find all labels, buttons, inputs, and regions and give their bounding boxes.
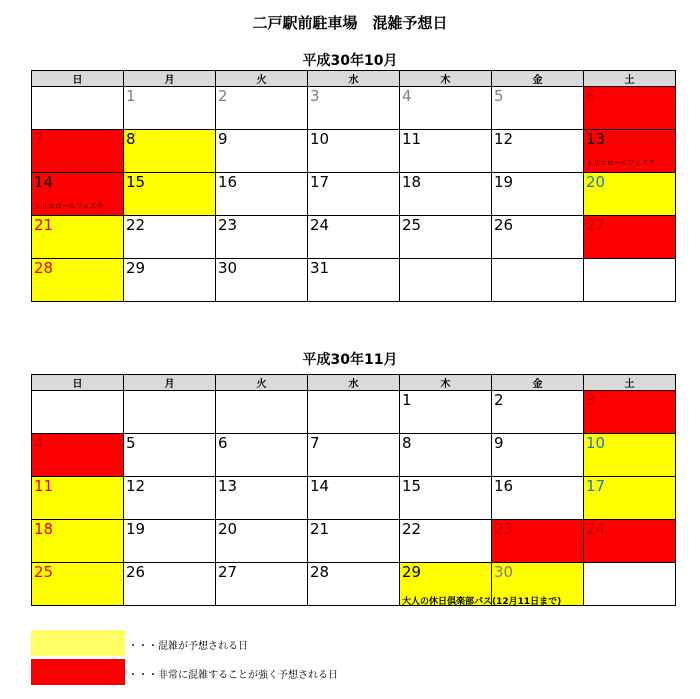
day-number: 5 [494, 87, 504, 105]
day-cell [584, 520, 676, 563]
day-cell [492, 434, 584, 477]
day-cell [124, 216, 216, 259]
day-cell [124, 434, 216, 477]
day-cell [216, 434, 308, 477]
day-number: 18 [402, 173, 422, 191]
day-number: 30 [494, 563, 514, 581]
day-number: 10 [310, 130, 330, 148]
day-cell [400, 87, 492, 130]
day-cell [32, 216, 124, 259]
day-cell [32, 130, 124, 173]
day-cell [400, 391, 492, 434]
day-cell [584, 216, 676, 259]
day-number: 1 [402, 391, 412, 409]
day-number: 1 [126, 87, 136, 105]
day-number: 23 [218, 216, 238, 234]
day-number: 7 [34, 130, 44, 148]
day-cell [32, 259, 124, 302]
day-number: 27 [586, 216, 606, 234]
day-cell [584, 173, 676, 216]
day-cell [308, 87, 400, 130]
day-cell [584, 391, 676, 434]
day-number: 15 [402, 477, 422, 495]
november-calendar [31, 374, 676, 606]
day-cell [492, 216, 584, 259]
week-row [32, 477, 676, 520]
day-cell [32, 173, 124, 216]
week-row [32, 391, 676, 434]
october-calendar [31, 70, 676, 302]
day-number: 10 [586, 434, 606, 452]
week-row [32, 173, 676, 216]
day-number: 13 [586, 130, 606, 148]
day-cell [216, 216, 308, 259]
legend-swatch-crowded [31, 630, 125, 656]
day-number: 19 [494, 173, 514, 191]
weekday-header: 月 [124, 375, 216, 391]
day-number: 3 [586, 391, 596, 409]
day-cell [124, 477, 216, 520]
weekday-header: 日 [32, 375, 124, 391]
week-row [32, 216, 676, 259]
day-cell [32, 520, 124, 563]
day-cell [216, 391, 308, 434]
day-number: 27 [218, 563, 238, 581]
page-title: 二戸駅前駐車場 混雑予想日 [252, 14, 448, 32]
day-cell [492, 259, 584, 302]
weekday-header: 日 [32, 71, 124, 87]
event-note: トリコロールフェスタ [34, 202, 104, 210]
day-number: 21 [34, 216, 54, 234]
day-number: 14 [310, 477, 330, 495]
day-cell [308, 216, 400, 259]
day-number: 30 [218, 259, 238, 277]
weekday-header: 月 [124, 71, 216, 87]
november-title: 平成30年11月 [302, 352, 398, 368]
day-cell [32, 87, 124, 130]
week-row [32, 520, 676, 563]
day-cell [308, 477, 400, 520]
weekday-header: 木 [400, 71, 492, 87]
day-cell [216, 130, 308, 173]
day-cell [492, 130, 584, 173]
day-cell [32, 563, 124, 606]
day-cell [400, 520, 492, 563]
day-number: 7 [310, 434, 320, 452]
day-cell [124, 87, 216, 130]
day-cell [400, 130, 492, 173]
week-row [32, 87, 676, 130]
day-number: 2 [218, 87, 228, 105]
day-number: 9 [494, 434, 504, 452]
day-cell [216, 259, 308, 302]
day-cell [492, 477, 584, 520]
week-row [32, 259, 676, 302]
day-cell [32, 391, 124, 434]
day-cell [216, 477, 308, 520]
day-cell [308, 259, 400, 302]
day-cell [584, 130, 676, 173]
day-cell [492, 520, 584, 563]
day-number: 13 [218, 477, 238, 495]
day-number: 6 [586, 87, 596, 105]
day-number: 28 [310, 563, 330, 581]
day-cell [216, 87, 308, 130]
day-number: 16 [218, 173, 238, 191]
weekday-header: 金 [492, 71, 584, 87]
october-title: 平成30年10月 [302, 53, 398, 69]
day-number: 24 [586, 520, 606, 538]
weekday-header: 土 [584, 71, 676, 87]
day-cell [124, 563, 216, 606]
day-number: 23 [494, 520, 514, 538]
day-number: 9 [218, 130, 228, 148]
day-number: 22 [126, 216, 146, 234]
day-cell [124, 173, 216, 216]
weekday-header: 火 [216, 71, 308, 87]
day-cell [400, 477, 492, 520]
day-cell [308, 391, 400, 434]
day-number: 4 [402, 87, 412, 105]
day-number: 4 [34, 434, 44, 452]
weekday-header: 木 [400, 375, 492, 391]
day-cell [492, 87, 584, 130]
day-cell [216, 173, 308, 216]
day-number: 26 [494, 216, 514, 234]
day-cell [400, 434, 492, 477]
weekday-header: 水 [308, 71, 400, 87]
day-number: 20 [218, 520, 238, 538]
day-number: 17 [586, 477, 606, 495]
day-number: 25 [402, 216, 422, 234]
day-cell [492, 173, 584, 216]
day-number: 8 [126, 130, 136, 148]
day-number: 31 [310, 259, 330, 277]
day-cell [584, 434, 676, 477]
day-cell [400, 216, 492, 259]
day-cell [492, 391, 584, 434]
legend-label-crowded: ・・・混雑が予想される日 [128, 641, 248, 652]
day-cell [308, 130, 400, 173]
day-cell [400, 173, 492, 216]
day-cell [308, 563, 400, 606]
day-number: 12 [126, 477, 146, 495]
day-number: 2 [494, 391, 504, 409]
day-number: 20 [586, 173, 606, 191]
day-cell [584, 563, 676, 606]
day-number: 5 [126, 434, 136, 452]
day-number: 15 [126, 173, 146, 191]
day-cell [124, 391, 216, 434]
day-number: 18 [34, 520, 54, 538]
day-cell [216, 520, 308, 563]
day-number: 29 [402, 563, 422, 581]
weekday-header: 水 [308, 375, 400, 391]
weekday-header: 金 [492, 375, 584, 391]
day-cell [308, 173, 400, 216]
day-number: 3 [310, 87, 320, 105]
day-number: 8 [402, 434, 412, 452]
event-note-wide: 大人の休日倶楽部パス(12月11日まで) [402, 597, 562, 607]
day-number: 26 [126, 563, 146, 581]
day-number: 29 [126, 259, 146, 277]
day-cell [124, 259, 216, 302]
day-cell [216, 563, 308, 606]
day-number: 28 [34, 259, 54, 277]
day-number: 14 [34, 173, 54, 191]
day-cell [584, 87, 676, 130]
day-cell [32, 434, 124, 477]
day-number: 6 [218, 434, 228, 452]
day-number: 25 [34, 563, 54, 581]
day-cell [584, 477, 676, 520]
day-number: 11 [402, 130, 422, 148]
day-number: 22 [402, 520, 422, 538]
day-number: 19 [126, 520, 146, 538]
legend-label-very-crowded: ・・・非常に混雑することが強く予想される日 [128, 670, 338, 681]
day-cell [124, 130, 216, 173]
week-row [32, 130, 676, 173]
day-cell [308, 434, 400, 477]
day-cell [308, 520, 400, 563]
day-number: 16 [494, 477, 514, 495]
event-note: トリコロールフェスタ [586, 159, 656, 167]
day-number: 17 [310, 173, 330, 191]
day-number: 11 [34, 477, 54, 495]
day-cell [124, 520, 216, 563]
weekday-header: 土 [584, 375, 676, 391]
day-number: 21 [310, 520, 330, 538]
day-cell [32, 477, 124, 520]
day-number: 24 [310, 216, 330, 234]
day-number: 12 [494, 130, 514, 148]
day-cell [400, 259, 492, 302]
weekday-header: 火 [216, 375, 308, 391]
legend-swatch-very-crowded [31, 659, 125, 685]
week-row [32, 563, 676, 606]
week-row [32, 434, 676, 477]
day-cell [584, 259, 676, 302]
